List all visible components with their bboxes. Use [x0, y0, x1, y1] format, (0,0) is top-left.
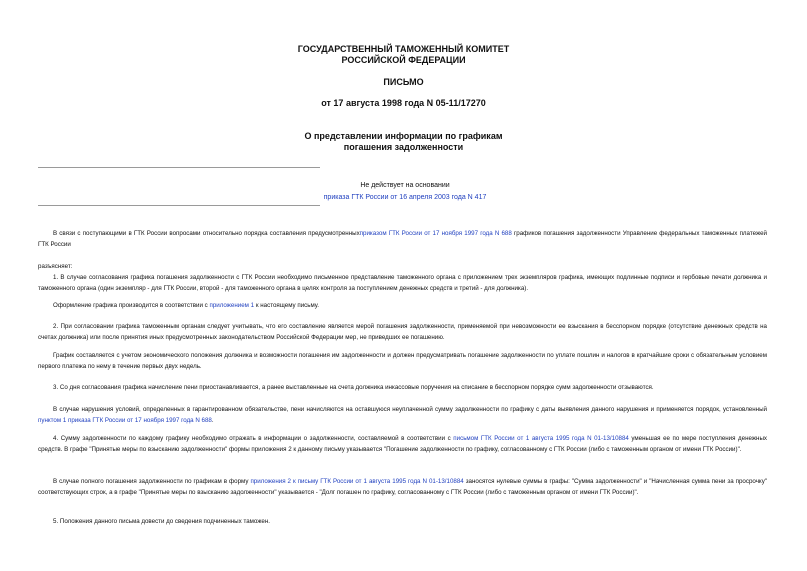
paragraph-item-4-text-a: 4. Сумму задолженности по каждому графику необходимо отражать в информации о задолженности, составляемой в соответствии с: [53, 435, 454, 442]
issuer-line2: РОССИЙСКОЙ ФЕДЕРАЦИИ: [341, 55, 466, 65]
paragraph-violation-text-a: В случае нарушения условий, определенных в гарантированном обязательстве, пени начисляются на оставшуюся неуплаченной сумму задолженности по графику с даты выявления данного нарушения и применяется порядок, установленный: [53, 406, 767, 413]
paragraph-full-repayment-text-b: заносятся нулевые суммы в графы: "Сумма задолженности" и "Начисленная сумма пени за просрочку" соответствующих строк, а в графе "Принятые меры по взысканию задолженности" указывается - "Долг погашен по графику, согласованному с ГТК России (либо с таможенным органом от имени ГТК России)".: [38, 478, 767, 497]
paragraph-full-repayment: [38, 476, 767, 499]
status-text: Не действует на основании: [360, 182, 450, 189]
issuer-line1: ГОСУДАРСТВЕННЫЙ ТАМОЖЕННЫЙ КОМИТЕТ: [297, 44, 510, 54]
link-letter-10884[interactable]: письмом ГТК России от 1 августа 1995 года N 01-13/10884: [453, 435, 629, 442]
paragraph-item-1: 1. В случае согласования графика погашения задолженности с ГТК России необходимо письменное представление таможенного органа с приложением трех экземпляров графика, имеющих подлинные подписи и гербовые печати должника и таможенного органа (один экземпляр - для ГТК России, второй - для таможенного органа в целях контроля за поступлением денежных средств и третий - для должника).: [38, 274, 767, 293]
paragraph-item-4-text-b: уменьшая ее по мере поступления денежных средств. В графе "Принятые меры по взысканию задолженности" формы приложения 2 к данному письму указывается "Погашение задолженности по графику, согласованному с ГТК России (либо с таможенным органом от имени ГТК России)".: [38, 435, 767, 454]
paragraph-violation-text-b: .: [211, 417, 214, 425]
document-type: ПИСЬМО: [383, 77, 424, 87]
paragraph-appendix-text-a: Оформление графика производится в соответствии с: [53, 302, 210, 309]
link-appendix-2-letter-10884[interactable]: приложения 2 к письму ГТК России от 1 августа 1995 года N 01-13/10884: [250, 478, 464, 485]
divider-bottom: [38, 205, 320, 206]
document-date-number: от 17 августа 1998 года N 05-11/17270: [321, 98, 486, 108]
link-order-688-item-1[interactable]: пунктом 1 приказа ГТК России от 17 ноября 1997 года N 688: [38, 417, 212, 425]
link-order-688[interactable]: приказом ГТК России от 17 ноября 1997 года N 688: [359, 230, 512, 237]
paragraph-item-3: 3. Со дня согласования графика начисление пени приостанавливается, а ранее выставленные на счета должника инкассовые поручения на списание в бесспорном порядке сумм задолженности отзываются.: [53, 384, 654, 391]
paragraph-item-5: 5. Положения данного письма довести до сведения подчиненных таможен.: [53, 518, 270, 525]
paragraph-intro-text-b: графиков погашения задолженности Управление федеральных таможенных платежей ГТК России: [38, 230, 768, 249]
status-link[interactable]: приказа ГТК России от 16 апреля 2003 года N 417: [323, 194, 487, 201]
paragraph-intro-text-a: В связи с поступающими в ГТК России вопросами относительно порядка составления предусмотренных: [53, 230, 360, 237]
paragraph-item-2: 2. При согласовании графика таможенным органам следует учитывать, что его составление является мерой погашения задолженности, применяемой при невозможности ее взыскания в бесспорном порядке (отсутствие денежных средств на счетах должника) или после принятия иных предусмотренных законодательством Российской Федерации мер, не приведших ее погашению.: [38, 323, 767, 342]
paragraph-explains: разъясняет:: [38, 263, 73, 270]
paragraph-schedule: График составляется с учетом экономического положения должника и возможности погашения им задолженности и должен предусматривать погашение задолженности по уплате пошлин и налогов в кратчайшие сроки с обязательным условием первого платежа по нему в течение первых двух недель.: [38, 352, 767, 371]
divider-top: [38, 167, 320, 168]
document-title-line2: погашения задолженности: [343, 142, 464, 152]
paragraph-intro: [38, 228, 767, 251]
document-title-line1: О представлении информации по графикам: [304, 131, 503, 141]
paragraph-appendix-text-b: к настоящему письму.: [254, 302, 319, 309]
paragraph-item-4: [38, 433, 767, 456]
paragraph-violation: [38, 404, 767, 427]
status-note: [300, 180, 510, 204]
paragraph-appendix-ref: [38, 300, 767, 311]
link-appendix-1[interactable]: приложением 1: [209, 302, 255, 309]
paragraph-full-repayment-text-a: В случае полного погашения задолженности по графикам в форму: [53, 478, 251, 485]
